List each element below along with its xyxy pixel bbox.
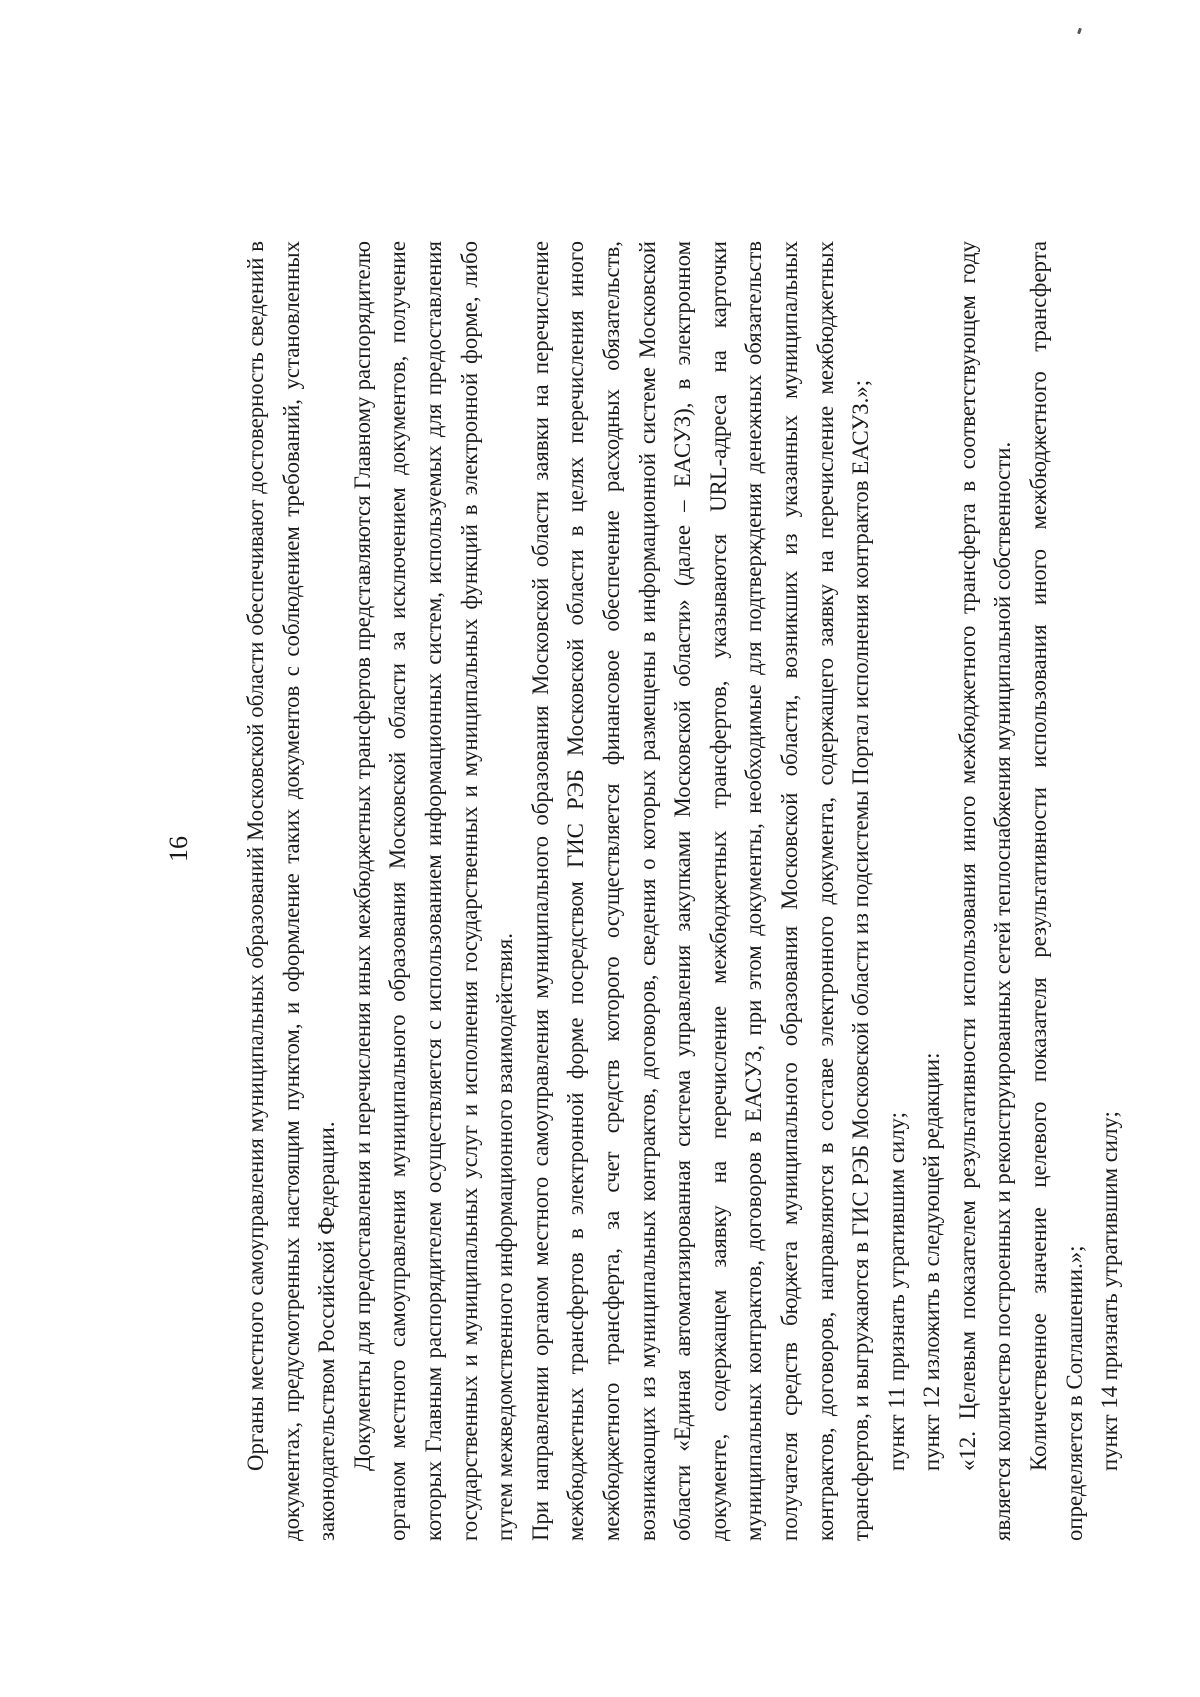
paragraph: При направлении органом местного самоуправления муниципального образования Московской области заявки на перечисление межбюджетных трансфертов в электронной форме посредством ГИС РЭБ Московской области в целях перечисления иного межбюджетного трансферта, за счет средств которого осуществляется финансовое обеспечение расходных обязательств, возникающих из муниципальных контрактов, договоров, сведения о которых размещены в информационной системе Московской области «Единая автоматизированная система управления закупками Московской области» (далее – ЕАСУЗ), в электронном документе, содержащем заявку на перечисление межбюджетных трансфертов, указываются URL-адреса на карточки муниципальных контрактов, договоров в ЕАСУЗ, при этом документы, необходимые для подтверждения денежных обязательств получателя средств бюджета муниципального образования Московской области, возникших из указанных муниципальных контрактов, договоров, направляются в составе электронного документа, содержащего заявку на перечисление межбюджетных трансфертов, и выгружаются в ГИС РЭБ Московской области из подсистемы Портал исполнения контрактов ЕАСУЗ.»; xyxy=(527,240,874,1541)
scan-speck xyxy=(1077,28,1082,35)
paragraph: пункт 12 изложить в следующей редакции: xyxy=(919,1052,945,1471)
document-page xyxy=(150,139,1123,1559)
document-body xyxy=(238,241,1128,1541)
paragraph: Документы для предоставления и перечисления иных межбюджетных трансфертов представляются Главному распорядителю органом местного самоуправления муниципального образования Московской области за исключением документов, получение которых Главным распорядителем осуществляется с использованием информационных систем, используемых для предоставления государственных и муниципальных услуг и исполнения государственных и муниципальных функций в электронной форме, либо путем межведомственного информационного взаимодействия. xyxy=(349,240,518,1541)
page-number: 16 xyxy=(164,835,193,862)
paragraph: «12. Целевым показателем результативности использования иного межбюджетного трансферта в соответствующем году является количество построенных и реконструированных сетей теплоснабжения муниципальной собственности. xyxy=(954,240,1016,1541)
paragraph: Органы местного самоуправления муниципальных образований Московской области обеспечивают достоверность сведений в документах, предусмотренных настоящим пунктом, и оформление таких документов с соблюдением требований, установленных законодательством Российской Федерации. xyxy=(243,240,340,1541)
paragraph: пункт 14 признать утратившим силу; xyxy=(1097,1110,1123,1471)
paragraph: пункт 11 признать утратившим силу; xyxy=(883,1111,909,1471)
paragraph: Количественное значение целевого показателя результативности использования иного межбюджетного трансферта определяется в Соглашении.»; xyxy=(1026,240,1087,1541)
